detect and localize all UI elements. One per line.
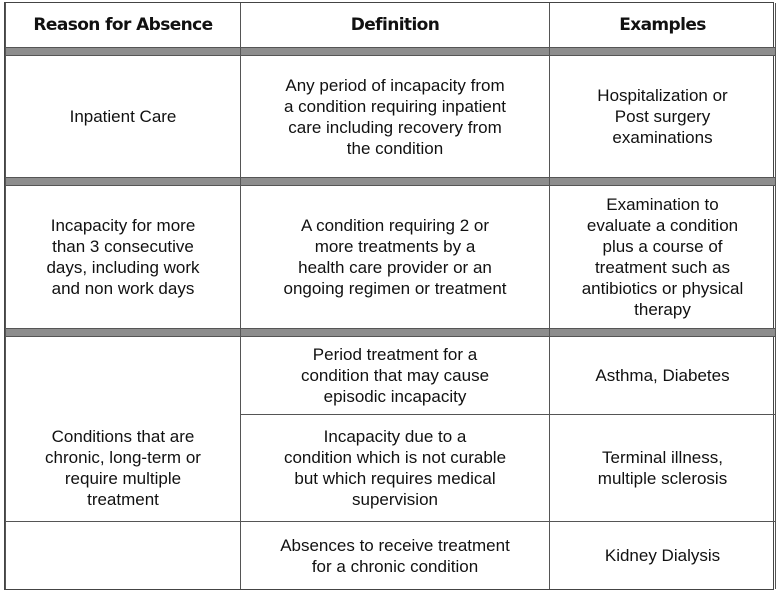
definition-cell bbox=[241, 522, 550, 589]
absence-reasons-table bbox=[5, 3, 776, 589]
table-row bbox=[6, 522, 776, 589]
table-row bbox=[6, 186, 776, 329]
examples-text: Kidney Dialysis bbox=[604, 546, 721, 566]
definition-text: A condition requiring 2 or more treatments by a health care provider or an ongoing regimen or treatment bbox=[283, 216, 507, 299]
definition-text: Period treatment for a condition that may cause episodic incapacity bbox=[300, 345, 490, 407]
absence-reasons-table-frame bbox=[4, 2, 774, 590]
examples-cell bbox=[550, 415, 776, 522]
table-row bbox=[6, 56, 776, 178]
definition-cell bbox=[241, 337, 550, 415]
table-row bbox=[6, 337, 776, 415]
definition-cell bbox=[241, 186, 550, 329]
section-divider bbox=[6, 178, 776, 186]
definition-text: Absences to receive treatment for a chronic condition bbox=[280, 535, 510, 576]
reason-cell bbox=[6, 522, 241, 589]
header-reason: Reason for Absence bbox=[6, 3, 241, 48]
table-row bbox=[6, 415, 776, 522]
examples-cell bbox=[550, 337, 776, 415]
section-divider bbox=[6, 328, 776, 336]
header-definition: Definition bbox=[241, 3, 550, 48]
reason-cell bbox=[6, 415, 241, 522]
definition-cell bbox=[241, 56, 550, 178]
reason-cell bbox=[6, 56, 241, 178]
reason-cell bbox=[6, 186, 241, 329]
examples-text: Asthma, Diabetes bbox=[595, 366, 730, 386]
reason-text: Incapacity for more than 3 consecutive days, including work and non work days bbox=[46, 216, 200, 299]
header-row bbox=[6, 3, 776, 48]
reason-cell bbox=[6, 337, 241, 415]
reason-text: Inpatient Care bbox=[69, 107, 177, 127]
definition-text: Any period of incapacity from a condition requiring inpatient care including recovery from the condition bbox=[283, 75, 507, 158]
section-divider bbox=[6, 48, 776, 56]
examples-text: Hospitalization or Post surgery examinations bbox=[597, 86, 728, 148]
definition-cell bbox=[241, 415, 550, 522]
definition-text: Incapacity due to a condition which is not curable but which requires medical supervision bbox=[283, 427, 507, 510]
examples-cell bbox=[550, 186, 776, 329]
header-examples: Examples bbox=[550, 3, 776, 48]
examples-text: Terminal illness, multiple sclerosis bbox=[597, 448, 728, 489]
examples-cell bbox=[550, 522, 776, 589]
reason-text: Conditions that are chronic, long-term or require multiple treatment bbox=[45, 427, 201, 509]
examples-text: Examination to evaluate a condition plus a course of treatment such as antibiotics or physical therapy bbox=[581, 195, 744, 320]
examples-cell bbox=[550, 56, 776, 178]
